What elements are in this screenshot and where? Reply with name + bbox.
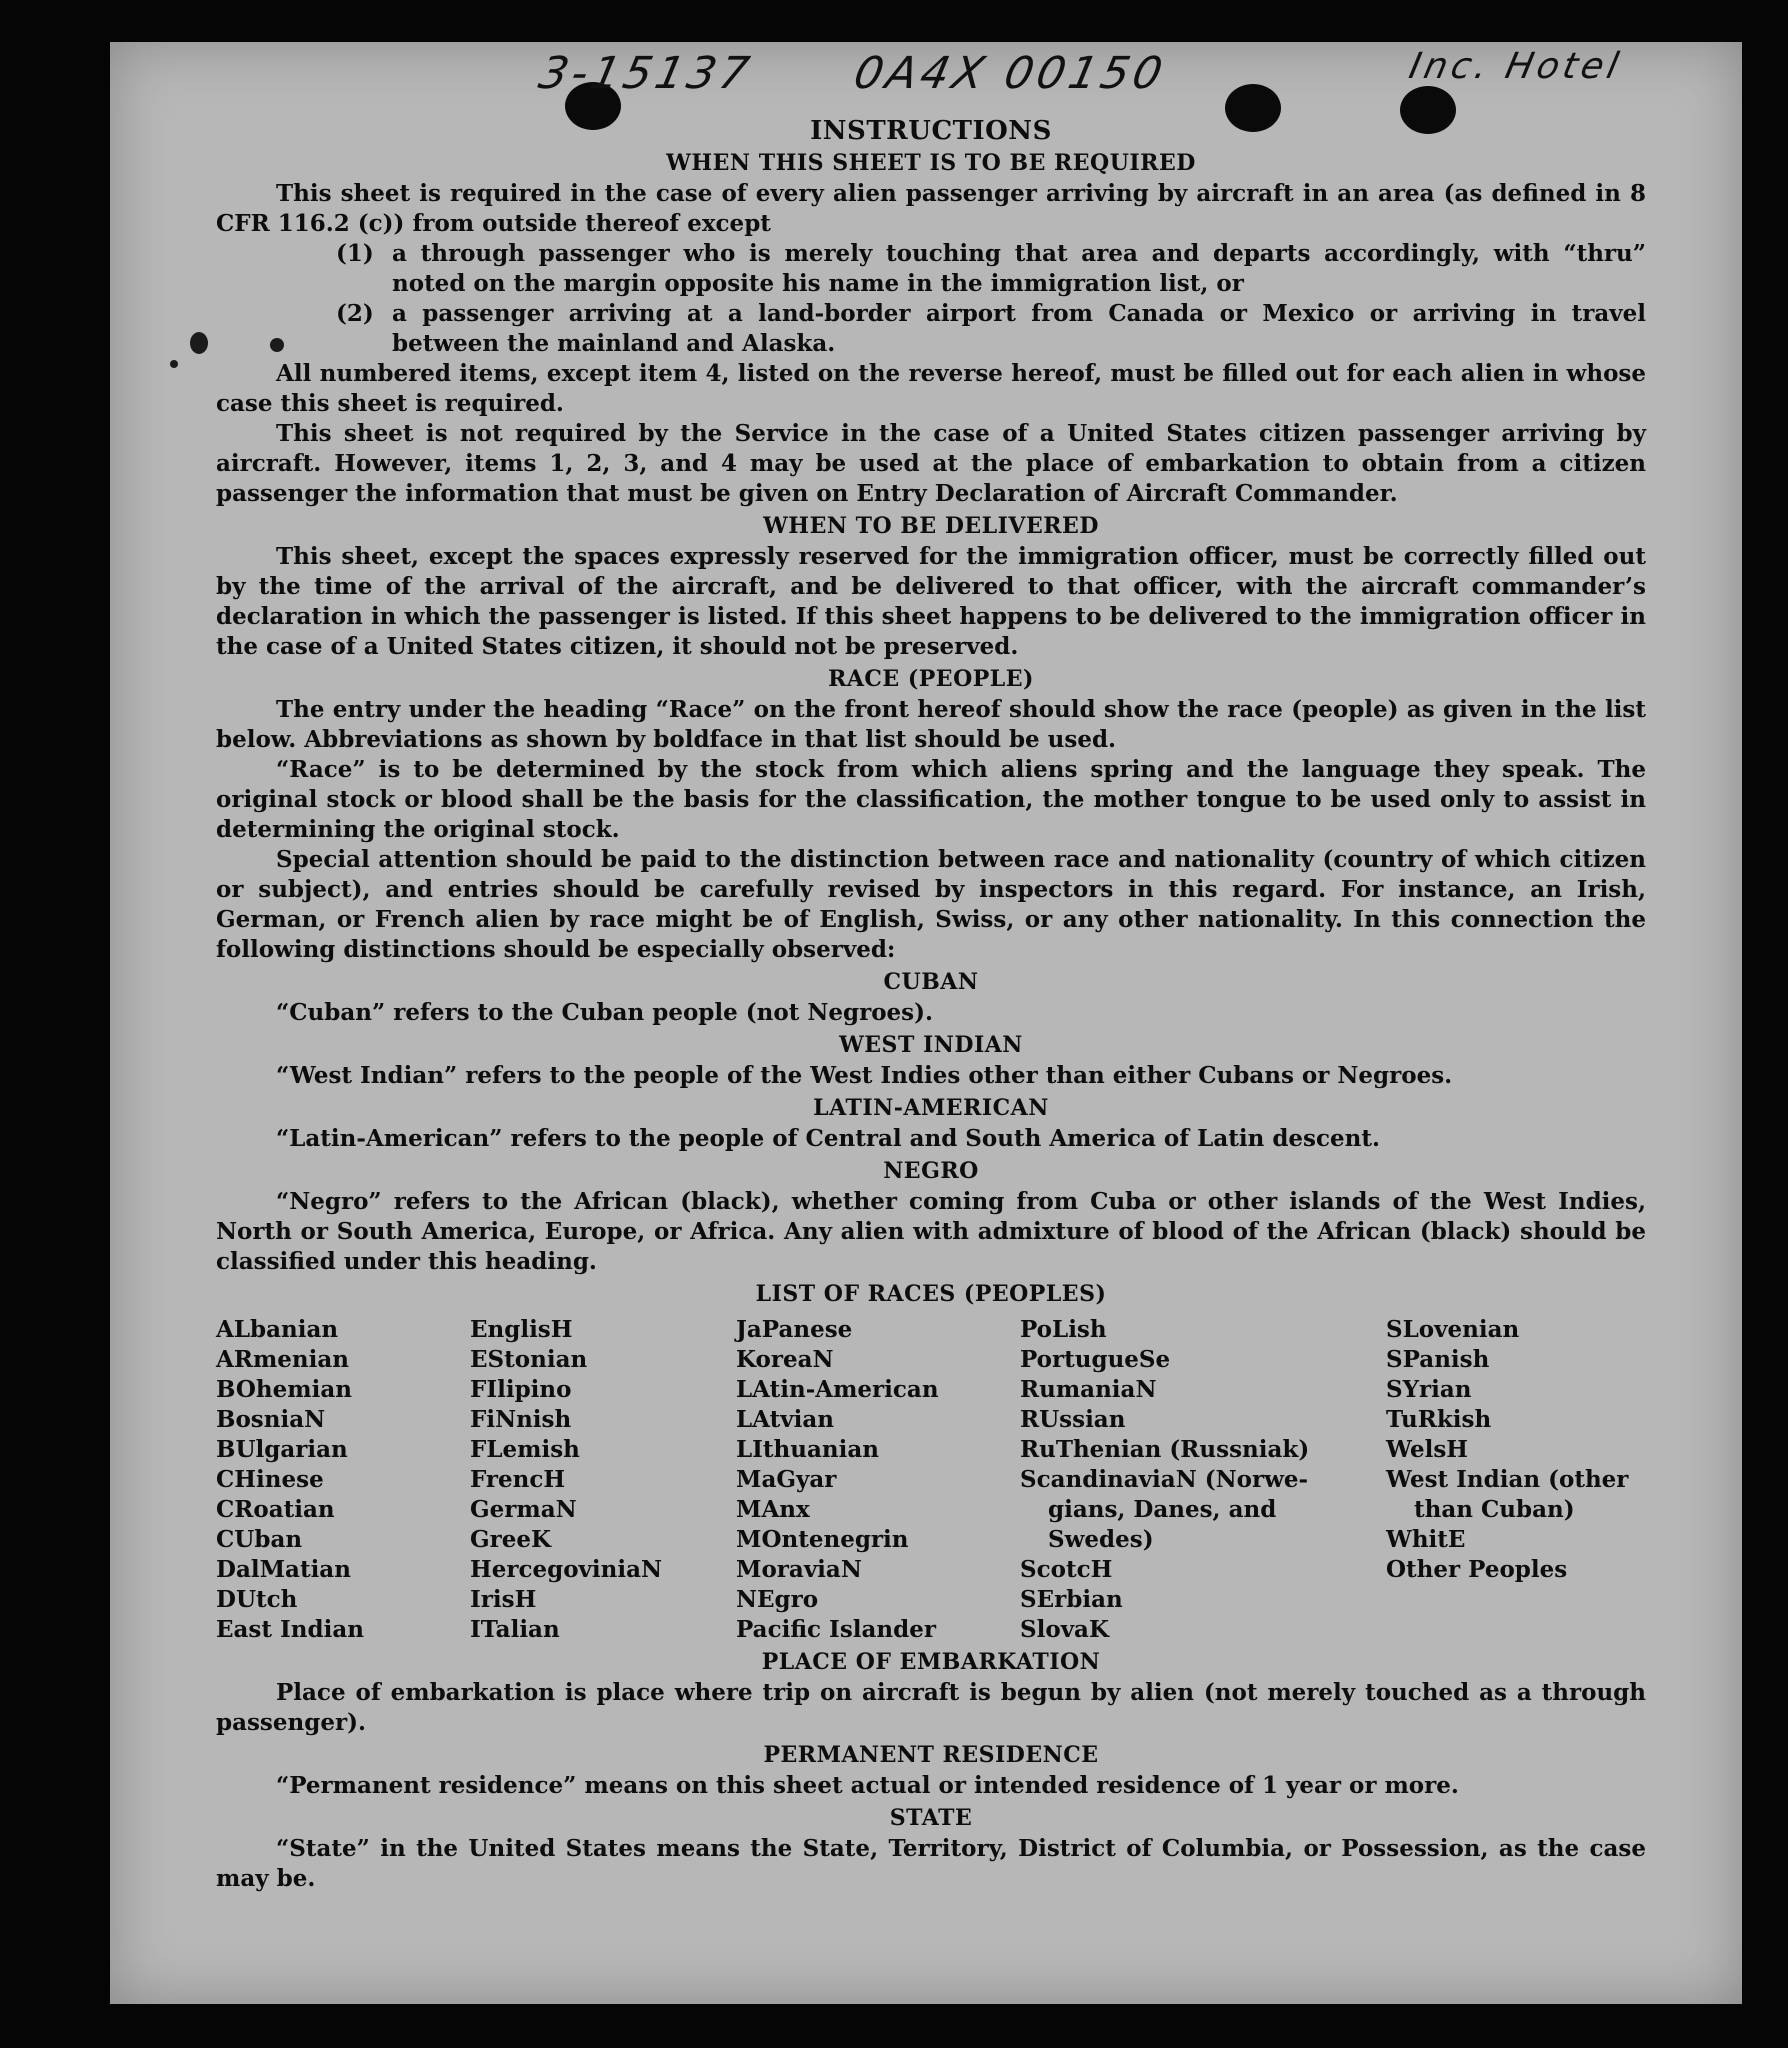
required-para-2: All numbered items, except item 4, listed on the reverse hereof, must be filled out for each alien in whose case this sheet is required. xyxy=(216,360,1646,417)
race-entry: SYrian xyxy=(1386,1376,1472,1403)
race-entry: MOntenegrin xyxy=(736,1526,909,1553)
race-column xyxy=(736,1315,1020,1645)
exception-number: (1) xyxy=(336,240,374,267)
document-sheet xyxy=(110,42,1742,2004)
race-entry: than Cuban) xyxy=(1414,1496,1575,1523)
exception-text: a passenger arriving at a land-border airport from Canada or Mexico or arriving in travel between the mainland and Alaska. xyxy=(392,300,1646,357)
race-entry: PortugueSe xyxy=(1020,1346,1171,1373)
race-entry: Swedes) xyxy=(1048,1526,1154,1553)
race-entry: WelsH xyxy=(1386,1436,1469,1463)
race-entry: EStonian xyxy=(470,1346,588,1373)
race-entry: EnglisH xyxy=(470,1316,573,1343)
race-column xyxy=(1020,1315,1386,1645)
residence-heading: PERMANENT RESIDENCE xyxy=(763,1742,1099,1768)
race-entry: LAtin-American xyxy=(736,1376,939,1403)
exception-text: a through passenger who is merely touching that area and departs accordingly, with “thru” noted on the margin opposite his name in the immigration list, or xyxy=(392,240,1646,297)
negro-heading: NEGRO xyxy=(883,1158,979,1184)
required-intro: This sheet is required in the case of every alien passenger arriving by aircraft in an area (as defined in 8 CFR 116.2 (c)) from outside thereof except xyxy=(216,180,1646,237)
instructions-body xyxy=(216,114,1646,1894)
cuban-text: “Cuban” refers to the Cuban people (not Negroes). xyxy=(276,999,934,1026)
race-entry: RUssian xyxy=(1020,1406,1126,1433)
cuban-heading: CUBAN xyxy=(883,969,979,995)
latin-american-heading: LATIN-AMERICAN xyxy=(813,1095,1049,1121)
race-entry: RumaniaN xyxy=(1020,1376,1157,1403)
race-entry: CRoatian xyxy=(216,1496,335,1523)
race-heading: RACE (PEOPLE) xyxy=(828,666,1034,692)
race-entry: SPanish xyxy=(1386,1346,1490,1373)
race-entry: SlovaK xyxy=(1020,1616,1109,1643)
latin-american-text: “Latin-American” refers to the people of Central and South America of Latin descent. xyxy=(276,1125,1380,1152)
delivered-heading: WHEN TO BE DELIVERED xyxy=(763,513,1099,539)
race-para-1: The entry under the heading “Race” on the front hereof should show the race (people) as given in the list below. Abbreviations as shown by boldface in that list should be used. xyxy=(216,696,1646,753)
race-entry: ITalian xyxy=(470,1616,560,1643)
race-entry: MaGyar xyxy=(736,1466,837,1493)
race-entry: ARmenian xyxy=(216,1346,350,1373)
race-entry: TuRkish xyxy=(1386,1406,1492,1433)
race-entry: RuThenian (Russniak) xyxy=(1020,1436,1310,1463)
handwritten-aliens-number: 0A4X 00150 xyxy=(849,48,1171,99)
race-entry: CHinese xyxy=(216,1466,324,1493)
exception-item xyxy=(336,239,1646,299)
exception-number: (2) xyxy=(336,300,374,327)
race-entry: FrencH xyxy=(470,1466,566,1493)
race-entry: MoraviaN xyxy=(736,1556,862,1583)
ink-stain xyxy=(190,332,208,354)
race-para-3: Special attention should be paid to the distinction between race and nationality (country of which citizen or subject), and entries should be carefully revised by inspectors in this regard. For instance, an Irish, German, or French alien by race might be of English, Swiss, or any other nationality. In this connection the following distinctions should be especially observed: xyxy=(216,846,1646,963)
race-entry: East Indian xyxy=(216,1616,364,1643)
race-entry: GermaN xyxy=(470,1496,577,1523)
embarkation-text: Place of embarkation is place where trip on aircraft is begun by alien (not merely touched as a through passenger). xyxy=(216,1679,1646,1736)
page-title: INSTRUCTIONS xyxy=(810,116,1052,146)
residence-text: “Permanent residence” means on this sheet actual or intended residence of 1 year or more. xyxy=(276,1772,1459,1799)
race-entry: SErbian xyxy=(1020,1586,1123,1613)
west-indian-text: “West Indian” refers to the people of the West Indies other than either Cubans or Negroes. xyxy=(276,1062,1453,1089)
race-list-heading: LIST OF RACES (PEOPLES) xyxy=(755,1281,1107,1307)
race-entry: ALbanian xyxy=(216,1316,339,1343)
race-entry: PoLish xyxy=(1020,1316,1107,1343)
race-list xyxy=(216,1315,1646,1645)
ink-stain xyxy=(170,360,178,368)
race-entry: HercegoviniaN xyxy=(470,1556,663,1583)
required-heading: WHEN THIS SHEET IS TO BE REQUIRED xyxy=(666,150,1196,176)
race-entry: NEgro xyxy=(736,1586,819,1613)
race-entry: DUtch xyxy=(216,1586,298,1613)
race-column xyxy=(470,1315,736,1645)
state-heading: STATE xyxy=(889,1805,973,1831)
race-entry: BOhemian xyxy=(216,1376,352,1403)
west-indian-heading: WEST INDIAN xyxy=(839,1032,1023,1058)
race-entry: DalMatian xyxy=(216,1556,351,1583)
exception-item xyxy=(336,299,1646,359)
race-entry: ScandinaviaN (Norwe- xyxy=(1020,1466,1309,1493)
race-entry: LAtvian xyxy=(736,1406,834,1433)
race-entry: WhitE xyxy=(1386,1526,1466,1553)
race-column xyxy=(1386,1315,1646,1645)
race-entry: CUban xyxy=(216,1526,303,1553)
race-entry: LIthuanian xyxy=(736,1436,879,1463)
race-entry: gians, Danes, and xyxy=(1048,1496,1277,1523)
race-entry: FIlipino xyxy=(470,1376,572,1403)
race-entry: ScotcH xyxy=(1020,1556,1113,1583)
race-column xyxy=(216,1315,470,1645)
race-entry: West Indian (other xyxy=(1386,1466,1629,1493)
negro-text: “Negro” refers to the African (black), whether coming from Cuba or other islands of the West Indies, North or South America, Europe, or Africa. Any alien with admixture of blood of the African (black) should be classified under this heading. xyxy=(216,1188,1646,1275)
race-entry: IrisH xyxy=(470,1586,537,1613)
race-entry: FiNnish xyxy=(470,1406,572,1433)
race-entry: Other Peoples xyxy=(1386,1556,1568,1583)
state-text: “State” in the United States means the State, Territory, District of Columbia, or Possession, as the case may be. xyxy=(216,1835,1646,1892)
race-entry: FLemish xyxy=(470,1436,580,1463)
race-entry: KoreaN xyxy=(736,1346,834,1373)
race-entry: Pacific Islander xyxy=(736,1616,936,1643)
handwritten-file-number: 3-15137 xyxy=(534,48,758,99)
handwritten-note: Inc. Hotel xyxy=(1405,46,1626,87)
race-entry: BosniaN xyxy=(216,1406,326,1433)
race-entry: GreeK xyxy=(470,1526,552,1553)
race-entry: MAnx xyxy=(736,1496,810,1523)
race-entry: SLovenian xyxy=(1386,1316,1520,1343)
race-para-2: “Race” is to be determined by the stock from which aliens spring and the language they speak. The original stock or blood shall be the basis for the classification, the mother tongue to be used only to assist in determining the original stock. xyxy=(216,756,1646,843)
delivered-text: This sheet, except the spaces expressly reserved for the immigration officer, must be correctly filled out by the time of the arrival of the aircraft, and be delivered to that officer, with the aircraft commander’s declaration in which the passenger is listed. If this sheet happens to be delivered to the immigration officer in the case of a United States citizen, it should not be preserved. xyxy=(216,543,1646,660)
race-entry: JaPanese xyxy=(736,1316,853,1343)
race-entry: BUlgarian xyxy=(216,1436,348,1463)
embarkation-heading: PLACE OF EMBARKATION xyxy=(761,1649,1101,1675)
required-para-3: This sheet is not required by the Service in the case of a United States citizen passenger arriving by aircraft. However, items 1, 2, 3, and 4 may be used at the place of embarkation to obtain from a citizen passenger the information that must be given on Entry Declaration of Aircraft Commander. xyxy=(216,420,1646,507)
